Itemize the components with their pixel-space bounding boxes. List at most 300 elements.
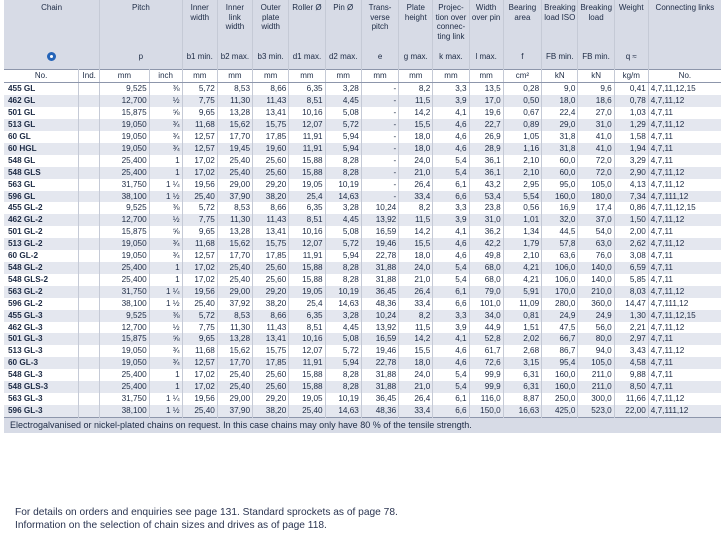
table-cell: 48,36	[361, 298, 398, 310]
table-cell: 19,050	[100, 357, 149, 369]
table-cell	[79, 286, 100, 298]
table-cell: 99,9	[469, 369, 503, 381]
table-cell: 523,0	[578, 405, 614, 417]
table-cell: 24,0	[399, 262, 433, 274]
table-cell: 17,70	[217, 131, 252, 143]
table-cell: ⅝	[149, 226, 182, 238]
table-cell: 5,94	[325, 143, 361, 155]
header-weight: Weight	[614, 0, 648, 43]
chain-number-cell: 501 GL-3	[4, 333, 79, 345]
table-cell: 8,03	[614, 286, 648, 298]
table-cell: 1	[149, 369, 182, 381]
table-cell: 31,88	[361, 381, 398, 393]
table-cell: 15,88	[289, 167, 325, 179]
table-row	[4, 119, 721, 131]
table-cell: 5,94	[325, 250, 361, 262]
unit-conn-no: No.	[648, 70, 721, 83]
table-cell: 15,88	[289, 369, 325, 381]
table-cell: 60,0	[542, 155, 578, 167]
table-cell: 170,0	[542, 286, 578, 298]
table-row	[4, 143, 721, 155]
table-cell: 24,9	[542, 310, 578, 322]
table-cell: 15,62	[217, 119, 252, 131]
chain-number-cell: 548 GLS-2	[4, 274, 79, 286]
table-cell: ¾	[149, 345, 182, 357]
table-cell: 14,2	[399, 333, 433, 345]
table-cell: 4,7,11,12	[648, 393, 721, 405]
table-cell: 72,0	[578, 167, 614, 179]
table-cell: -	[361, 155, 398, 167]
unit-mm: mm	[433, 70, 469, 83]
table-cell: 7,34	[614, 191, 648, 203]
table-cell: 4,6	[433, 238, 469, 250]
table-cell: 38,100	[100, 405, 149, 417]
table-cell: 25,40	[217, 167, 252, 179]
table-cell: 19,46	[361, 345, 398, 357]
table-cell: 25,4	[289, 191, 325, 203]
table-cell: 11,91	[289, 143, 325, 155]
table-cell: 25,40	[217, 381, 252, 393]
table-cell: 8,51	[289, 95, 325, 107]
table-cell: 11,68	[182, 345, 217, 357]
table-cell: 36,2	[469, 226, 503, 238]
table-cell: 31,8	[542, 143, 578, 155]
table-cell: 56,0	[578, 322, 614, 334]
table-cell: 4,6	[433, 119, 469, 131]
table-cell: 44,5	[542, 226, 578, 238]
table-cell: 22,4	[542, 107, 578, 119]
table-cell: 13,41	[253, 226, 289, 238]
table-cell	[79, 191, 100, 203]
sprocket-icon	[47, 52, 56, 61]
table-cell: 38,100	[100, 298, 149, 310]
table-cell: 3,3	[433, 202, 469, 214]
table-cell: 15,875	[100, 107, 149, 119]
table-cell: 5,94	[325, 131, 361, 143]
table-cell: 16,9	[542, 202, 578, 214]
table-cell: ⅜	[149, 83, 182, 95]
table-cell: 12,700	[100, 322, 149, 334]
table-cell: ½	[149, 95, 182, 107]
table-cell: 5,4	[433, 155, 469, 167]
table-row	[4, 179, 721, 191]
table-cell: 19,050	[100, 250, 149, 262]
table-cell: 17,85	[253, 131, 289, 143]
sym-weight: q ≈	[614, 43, 648, 70]
table-cell: 5,54	[503, 191, 541, 203]
table-cell: 105,0	[578, 179, 614, 191]
unit-mm: mm	[253, 70, 289, 83]
table-cell: 12,57	[182, 143, 217, 155]
table-cell: 22,78	[361, 250, 398, 262]
sym-inner-width: b1 min.	[182, 43, 217, 70]
table-cell	[79, 107, 100, 119]
table-cell: 4,21	[503, 274, 541, 286]
table-cell: -	[361, 119, 398, 131]
table-cell: 11,43	[253, 95, 289, 107]
table-cell: 25,40	[182, 298, 217, 310]
table-cell: 1	[149, 155, 182, 167]
table-cell: 26,4	[399, 286, 433, 298]
table-cell: 31,8	[542, 131, 578, 143]
table-cell: 10,24	[361, 310, 398, 322]
table-cell: 17,02	[182, 369, 217, 381]
table-cell: 1,29	[614, 119, 648, 131]
table-cell: 17,85	[253, 250, 289, 262]
table-cell: 2,21	[614, 322, 648, 334]
table-cell: ½	[149, 214, 182, 226]
table-cell: 19,56	[182, 393, 217, 405]
table-cell: 3,9	[433, 95, 469, 107]
table-cell: 25,40	[182, 191, 217, 203]
table-cell: 25,60	[253, 167, 289, 179]
table-cell: 29,00	[217, 179, 252, 191]
table-cell: 106,0	[542, 262, 578, 274]
table-row	[4, 238, 721, 250]
table-cell: 38,20	[253, 191, 289, 203]
table-cell: 2,90	[614, 167, 648, 179]
unit-mm: mm	[217, 70, 252, 83]
table-cell: 6,59	[614, 262, 648, 274]
table-cell: 25,40	[217, 274, 252, 286]
table-cell: 24,9	[578, 310, 614, 322]
chain-number-cell: 462 GL	[4, 95, 79, 107]
table-row	[4, 83, 721, 95]
table-cell: 2,02	[503, 333, 541, 345]
table-cell: 14,2	[399, 107, 433, 119]
table-cell: 1	[149, 381, 182, 393]
table-cell: 13,41	[253, 107, 289, 119]
table-cell: 14,47	[614, 298, 648, 310]
table-cell: 150,0	[469, 405, 503, 417]
table-cell: 17,70	[217, 250, 252, 262]
header-transverse-pitch: Trans-verse pitch	[361, 0, 398, 43]
table-cell: 4,7,11,12	[648, 179, 721, 191]
table-cell: 2,10	[503, 250, 541, 262]
table-cell: 4,7,11,12	[648, 214, 721, 226]
table-cell: 37,90	[217, 405, 252, 417]
table-cell: 14,63	[325, 298, 361, 310]
table-cell: 4,7,11	[648, 226, 721, 238]
table-cell: 15,88	[289, 274, 325, 286]
table-cell: 0,56	[503, 202, 541, 214]
table-cell: ¾	[149, 143, 182, 155]
sym-width-over-pin: l max.	[469, 43, 503, 70]
table-cell: 31,0	[469, 214, 503, 226]
table-cell: 4,7,111,12	[648, 405, 721, 417]
chain-number-cell: 513 GL	[4, 119, 79, 131]
table-cell: 17,02	[182, 274, 217, 286]
unit-mm: mm	[289, 70, 325, 83]
table-cell: 5,72	[182, 310, 217, 322]
table-cell: 15,5	[399, 345, 433, 357]
table-cell: 13,5	[469, 83, 503, 95]
table-cell: 8,66	[253, 310, 289, 322]
table-cell: 25,400	[100, 274, 149, 286]
table-cell: 11,30	[217, 322, 252, 334]
table-cell: 4,1	[433, 333, 469, 345]
table-cell	[79, 345, 100, 357]
table-cell: 4,7,11,12	[648, 286, 721, 298]
table-cell: 5,4	[433, 274, 469, 286]
table-cell: 79,0	[469, 286, 503, 298]
table-row	[4, 333, 721, 345]
table-cell: 19,050	[100, 143, 149, 155]
table-cell: 360,0	[578, 298, 614, 310]
table-cell: 3,29	[614, 155, 648, 167]
chain-number-cell: 548 GL-2	[4, 262, 79, 274]
table-cell: 33,4	[399, 405, 433, 417]
table-cell: ¾	[149, 357, 182, 369]
table-cell: ¾	[149, 250, 182, 262]
table-cell: 160,0	[542, 381, 578, 393]
table-cell: 425,0	[542, 405, 578, 417]
table-cell: 72,6	[469, 357, 503, 369]
table-cell: 68,0	[469, 262, 503, 274]
table-cell: 7,75	[182, 214, 217, 226]
chain-number-cell: 513 GL-3	[4, 345, 79, 357]
table-cell: 5,4	[433, 369, 469, 381]
table-cell: 101,0	[469, 298, 503, 310]
table-cell: 4,7,111,12	[648, 298, 721, 310]
table-cell: 6,6	[433, 298, 469, 310]
unit-mm: mm	[399, 70, 433, 83]
table-cell: 17,85	[253, 357, 289, 369]
sym-connecting-links-empty	[648, 43, 721, 70]
table-cell: 105,0	[578, 357, 614, 369]
table-cell	[79, 381, 100, 393]
unit-pitch-mm: mm	[100, 70, 149, 83]
table-cell: 19,050	[100, 119, 149, 131]
table-cell: 9,65	[182, 333, 217, 345]
chain-number-cell: 548 GL	[4, 155, 79, 167]
table-cell: 44,9	[469, 322, 503, 334]
table-cell: 4,7,11	[648, 274, 721, 286]
table-cell: 60,0	[542, 167, 578, 179]
table-cell	[79, 369, 100, 381]
table-cell: 36,1	[469, 155, 503, 167]
table-cell: 4,7,11	[648, 131, 721, 143]
table-cell: 0,81	[503, 310, 541, 322]
table-cell: 180,0	[578, 191, 614, 203]
table-cell: 11,68	[182, 238, 217, 250]
table-cell: 15,88	[289, 381, 325, 393]
table-cell: 4,7,11,12,15	[648, 310, 721, 322]
table-row	[4, 298, 721, 310]
table-cell: 33,4	[399, 191, 433, 203]
table-cell: 63,0	[578, 238, 614, 250]
table-cell: 17,02	[182, 155, 217, 167]
table-cell: 4,7,11,12	[648, 119, 721, 131]
table-cell: 5,72	[182, 202, 217, 214]
table-cell: 49,8	[469, 250, 503, 262]
table-row	[4, 191, 721, 203]
table-cell	[79, 322, 100, 334]
table-cell: 11,5	[399, 95, 433, 107]
table-cell: 17,0	[469, 95, 503, 107]
table-cell: 72,0	[578, 155, 614, 167]
table-cell: 63,6	[542, 250, 578, 262]
header-projection: Projec-tion over connec-ting link	[433, 0, 469, 43]
table-cell: 6,31	[503, 381, 541, 393]
table-cell: 11,68	[182, 119, 217, 131]
table-cell: 11,43	[253, 214, 289, 226]
table-cell: 2,68	[503, 345, 541, 357]
table-cell: 4,7,11	[648, 250, 721, 262]
table-cell: 12,57	[182, 250, 217, 262]
table-cell: 19,60	[253, 143, 289, 155]
table-cell: 3,15	[503, 357, 541, 369]
table-cell: 95,4	[542, 357, 578, 369]
table-cell: 8,51	[289, 322, 325, 334]
table-cell	[79, 214, 100, 226]
table-cell: 8,53	[217, 83, 252, 95]
table-cell: 8,28	[325, 262, 361, 274]
table-cell: 37,92	[217, 298, 252, 310]
table-cell: 25,400	[100, 155, 149, 167]
chain-number-cell: 596 GL	[4, 191, 79, 203]
table-cell: 47,5	[542, 322, 578, 334]
table-cell: 1,94	[614, 143, 648, 155]
table-cell: 300,0	[578, 393, 614, 405]
table-row	[4, 286, 721, 298]
table-cell: 4,7,11,12	[648, 345, 721, 357]
table-cell: 41,0	[578, 131, 614, 143]
table-cell: 4,6	[433, 357, 469, 369]
chain-number-cell: 60 GL-3	[4, 357, 79, 369]
table-cell	[79, 83, 100, 95]
table-cell: 11,30	[217, 95, 252, 107]
table-cell: 1 ½	[149, 191, 182, 203]
header-outer-plate-width: Outer plate width	[253, 0, 289, 43]
table-cell: 25,40	[289, 405, 325, 417]
table-cell: 38,20	[253, 298, 289, 310]
header-pin: Pin Ø	[325, 0, 361, 43]
table-cell: 8,87	[503, 393, 541, 405]
sym-projection: k max.	[433, 43, 469, 70]
table-cell	[79, 119, 100, 131]
table-row	[4, 381, 721, 393]
table-cell: 17,02	[182, 381, 217, 393]
table-cell: 4,6	[433, 345, 469, 357]
table-cell: 38,20	[253, 405, 289, 417]
table-cell: 31,750	[100, 179, 149, 191]
table-cell: 4,45	[325, 322, 361, 334]
table-cell: 26,4	[399, 393, 433, 405]
chain-number-cell: 563 GL-2	[4, 286, 79, 298]
table-cell: 2,00	[614, 226, 648, 238]
table-cell: 3,3	[433, 83, 469, 95]
table-cell: 19,050	[100, 131, 149, 143]
table-cell: 1,50	[614, 214, 648, 226]
table-cell: 8,50	[614, 381, 648, 393]
unit-cm2: cm²	[503, 70, 541, 83]
sym-transverse-pitch: e	[361, 43, 398, 70]
chain-number-cell: 548 GLS-3	[4, 381, 79, 393]
table-cell: 29,20	[253, 393, 289, 405]
table-cell: 8,28	[325, 167, 361, 179]
table-row	[4, 274, 721, 286]
chain-number-cell: 501 GL-2	[4, 226, 79, 238]
chain-number-cell: 548 GL-3	[4, 369, 79, 381]
table-cell: 12,700	[100, 95, 149, 107]
table-cell	[79, 250, 100, 262]
table-cell: 8,2	[399, 202, 433, 214]
table-cell: 1 ¼	[149, 179, 182, 191]
table-cell: 6,6	[433, 191, 469, 203]
table-cell: 24,0	[399, 369, 433, 381]
chain-number-cell: 596 GL-3	[4, 405, 79, 417]
table-cell: 0,67	[503, 107, 541, 119]
table-cell: 28,9	[469, 143, 503, 155]
table-body	[4, 83, 721, 417]
sym-roller: d1 max.	[289, 43, 325, 70]
table-cell: 2,97	[614, 333, 648, 345]
table-cell	[79, 131, 100, 143]
table-cell: 31,750	[100, 286, 149, 298]
table-cell: 25,400	[100, 167, 149, 179]
table-cell	[79, 262, 100, 274]
chain-spec-table	[4, 0, 721, 433]
table-cell	[79, 405, 100, 417]
table-cell: 5,4	[433, 262, 469, 274]
table-cell: 5,72	[325, 238, 361, 250]
header-breaking-load-iso: Breaking load ISO	[542, 0, 578, 43]
table-cell: 25,60	[253, 274, 289, 286]
table-cell: ⅝	[149, 333, 182, 345]
table-cell: 0,86	[614, 202, 648, 214]
table-cell: 29,00	[217, 393, 252, 405]
table-cell: 19,56	[182, 179, 217, 191]
table-row	[4, 393, 721, 405]
sym-pin: d2 max.	[325, 43, 361, 70]
table-cell: 68,0	[469, 274, 503, 286]
table-cell: 4,58	[614, 357, 648, 369]
table-cell: 25,400	[100, 381, 149, 393]
table-cell: 15,62	[217, 345, 252, 357]
table-cell: ¾	[149, 119, 182, 131]
table-cell: ¾	[149, 131, 182, 143]
table-cell: ½	[149, 322, 182, 334]
table-cell: 18,6	[578, 95, 614, 107]
chain-number-cell: 60 HGL	[4, 143, 79, 155]
table-cell: 2,10	[503, 167, 541, 179]
table-cell: ⅜	[149, 310, 182, 322]
table-cell: 9,525	[100, 83, 149, 95]
table-cell: 15,75	[253, 119, 289, 131]
plating-note: Electrogalvanised or nickel-plated chains on request. In this case chains may only have 80 % of the tensile strength.	[4, 417, 721, 433]
chain-number-cell: 462 GL-3	[4, 322, 79, 334]
table-cell: 6,6	[433, 405, 469, 417]
footer-line-selection: Information on the selection of chain sizes and drives as of page 118.	[15, 519, 327, 531]
table-row	[4, 345, 721, 357]
table-cell	[79, 179, 100, 191]
table-cell: 14,63	[325, 191, 361, 203]
table-cell: 3,3	[433, 310, 469, 322]
table-cell: 140,0	[578, 262, 614, 274]
table-cell: 6,1	[433, 179, 469, 191]
table-cell: 27,0	[578, 107, 614, 119]
table-cell: 95,0	[542, 179, 578, 191]
table-cell: 4,7,11	[648, 369, 721, 381]
unit-mm: mm	[361, 70, 398, 83]
table-cell: 26,9	[469, 131, 503, 143]
table-cell: 15,88	[289, 155, 325, 167]
table-cell: 4,45	[325, 95, 361, 107]
table-cell: 52,8	[469, 333, 503, 345]
table-cell: -	[361, 143, 398, 155]
table-cell	[79, 357, 100, 369]
